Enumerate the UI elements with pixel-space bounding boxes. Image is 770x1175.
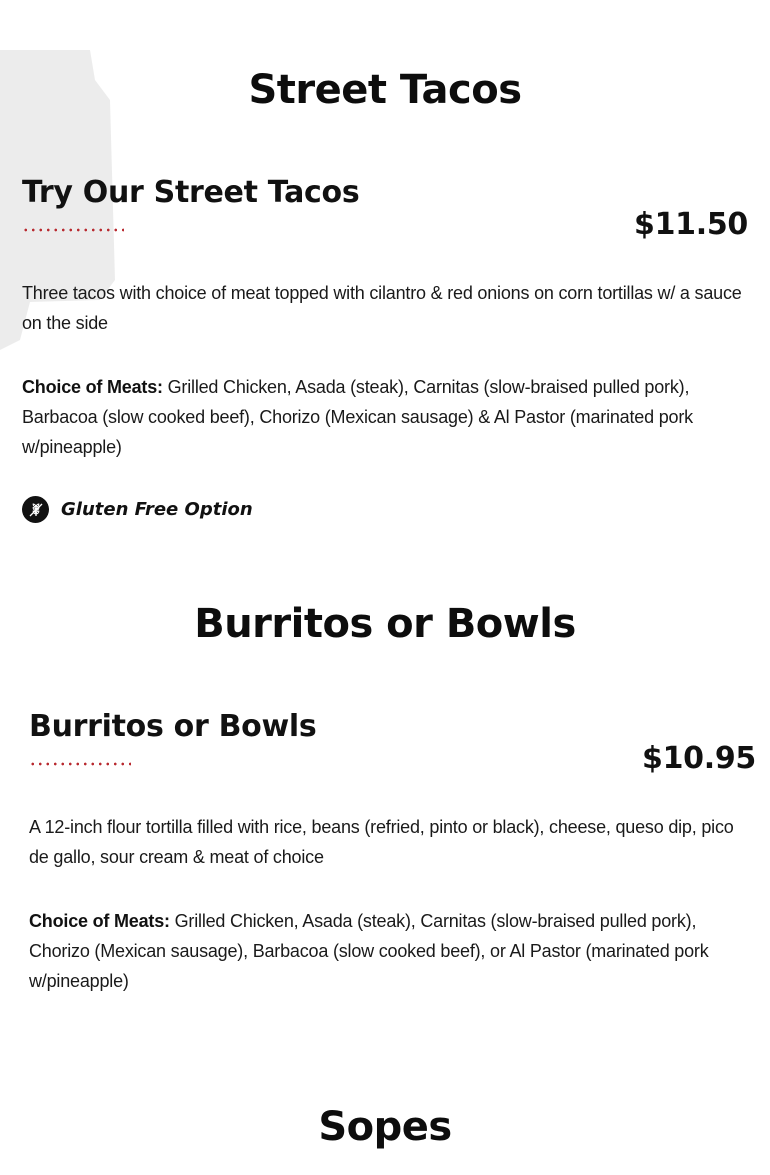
gluten-free-icon <box>22 496 49 523</box>
choice-of-meats-label: Choice of Meats: <box>29 911 170 931</box>
section-title: Burritos or Bowls <box>194 601 576 647</box>
menu-item-street-tacos <box>22 175 748 523</box>
choice-of-meats-text: Grilled Chicken, Asada (steak), Carnitas (slow-braised pulled pork), Barbacoa (slow cooked beef), Chorizo (Mexican sausage) & Al Pastor (marinated pork w/pineapple) <box>22 377 693 457</box>
section-burritos-or-bowls <box>0 601 770 647</box>
item-price: $11.50 <box>634 207 748 242</box>
item-name: Burritos or Bowls <box>29 709 317 744</box>
gluten-free-badge <box>22 496 748 523</box>
section-sopes <box>0 1104 770 1150</box>
section-street-tacos <box>0 67 770 113</box>
gluten-free-label: Gluten Free Option <box>61 499 253 520</box>
choice-of-meats-label: Choice of Meats: <box>22 377 163 397</box>
choice-of-meats-text: Grilled Chicken, Asada (steak), Carnitas (slow-braised pulled pork), Chorizo (Mexican sausage), Barbacoa (slow cooked beef), or Al Pastor (marinated pork w/pineapple) <box>29 911 709 991</box>
item-description: A 12-inch flour tortilla filled with rice, beans (refried, pinto or black), cheese, queso dip, pico de gallo, sour cream & meat of choice <box>29 817 734 867</box>
choice-of-meats <box>29 906 756 996</box>
dotted-divider <box>29 762 131 766</box>
section-title: Street Tacos <box>248 67 522 113</box>
menu-item-burritos-or-bowls <box>29 709 756 996</box>
choice-of-meats <box>22 372 748 462</box>
dotted-divider <box>22 228 124 232</box>
item-name: Try Our Street Tacos <box>22 175 360 210</box>
item-description: Three tacos with choice of meat topped with cilantro & red onions on corn tortillas w/ a sauce on the side <box>22 283 742 333</box>
item-price: $10.95 <box>642 741 756 776</box>
section-title: Sopes <box>318 1104 452 1150</box>
